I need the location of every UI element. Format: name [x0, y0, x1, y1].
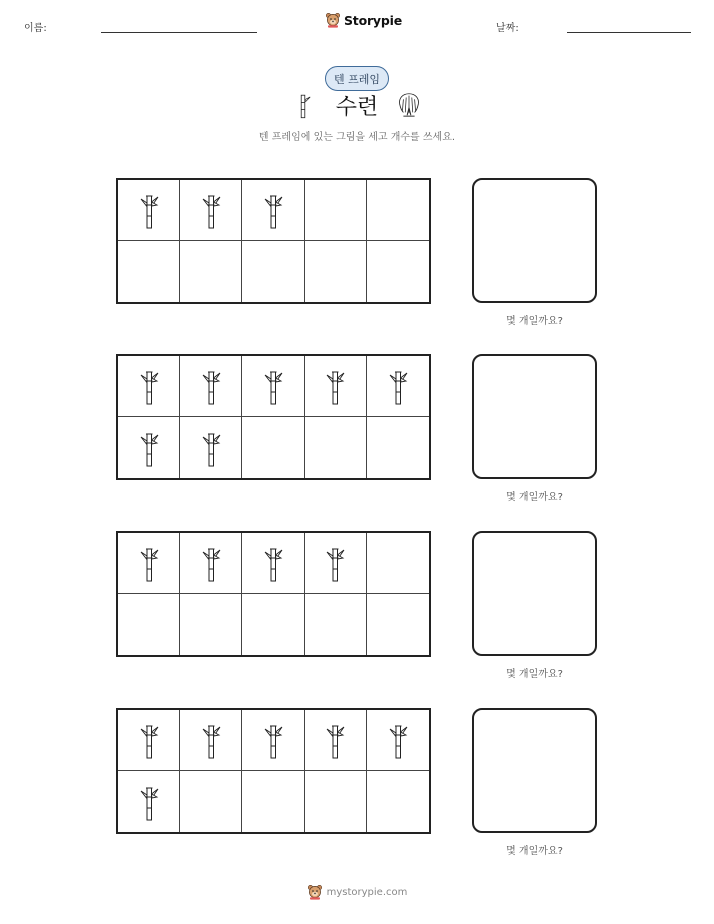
footer — [0, 884, 714, 900]
date-label: 날짜: — [496, 23, 519, 34]
frame-cell — [180, 356, 242, 417]
topic-badge: 텐 프레임 — [325, 66, 389, 91]
bamboo-icon — [138, 720, 160, 760]
date-line[interactable] — [567, 32, 691, 33]
page-title: 수련 — [335, 95, 379, 120]
frame-cell — [305, 771, 367, 832]
frame-cell — [305, 533, 367, 594]
bamboo-icon — [200, 428, 222, 468]
bamboo-icon — [200, 720, 222, 760]
bamboo-icon — [200, 543, 222, 583]
frame-cell — [305, 710, 367, 771]
bamboo-icon — [138, 782, 160, 822]
bamboo-icon — [324, 720, 346, 760]
instructions: 텐 프레임에 있는 그림을 세고 개수를 쓰세요. — [258, 132, 456, 143]
frame-cell — [180, 710, 242, 771]
answer-box-3[interactable] — [472, 531, 597, 656]
frame-cell — [367, 356, 429, 417]
ten-frame-4 — [116, 708, 431, 834]
ten-frame-1 — [116, 178, 431, 304]
frame-cell — [305, 356, 367, 417]
ten-frame-2 — [116, 354, 431, 480]
frame-cell — [118, 594, 180, 655]
bamboo-icon — [262, 543, 284, 583]
frame-cell — [305, 241, 367, 302]
frame-cell — [367, 533, 429, 594]
frame-cell — [180, 180, 242, 241]
frame-cell — [118, 241, 180, 302]
frame-cell — [242, 594, 304, 655]
frame-cell — [242, 356, 304, 417]
bear-mascot-icon — [307, 884, 323, 900]
frame-cell — [367, 241, 429, 302]
bamboo-icon — [324, 366, 346, 406]
bamboo-icon — [262, 720, 284, 760]
question-2: 몇 개일까요? — [506, 492, 563, 503]
frame-cell — [180, 594, 242, 655]
willow-tree-icon — [395, 90, 423, 118]
bamboo-icon — [138, 190, 160, 230]
footer-url[interactable]: mystorypie.com — [326, 886, 408, 898]
name-label: 이름: — [24, 23, 47, 34]
answer-box-1[interactable] — [472, 178, 597, 303]
frame-cell — [242, 417, 304, 478]
frame-cell — [118, 533, 180, 594]
frame-cell — [367, 710, 429, 771]
ten-frame-3 — [116, 531, 431, 657]
bamboo-icon — [324, 543, 346, 583]
frame-cell — [367, 771, 429, 832]
bamboo-icon — [138, 543, 160, 583]
frame-cell — [367, 417, 429, 478]
question-1: 몇 개일까요? — [506, 316, 563, 327]
frame-cell — [118, 180, 180, 241]
bamboo-icon — [262, 190, 284, 230]
answer-box-2[interactable] — [472, 354, 597, 479]
question-3: 몇 개일까요? — [506, 669, 563, 680]
frame-cell — [118, 710, 180, 771]
frame-cell — [367, 594, 429, 655]
frame-cell — [180, 533, 242, 594]
bear-mascot-icon — [325, 12, 341, 28]
frame-cell — [367, 180, 429, 241]
frame-cell — [305, 180, 367, 241]
frame-cell — [180, 417, 242, 478]
frame-cell — [180, 241, 242, 302]
frame-cell — [118, 771, 180, 832]
frame-cell — [242, 180, 304, 241]
bamboo-icon — [387, 720, 409, 760]
frame-cell — [242, 771, 304, 832]
frame-cell — [242, 241, 304, 302]
frame-cell — [180, 771, 242, 832]
frame-cell — [242, 533, 304, 594]
bamboo-icon — [200, 366, 222, 406]
frame-cell — [242, 710, 304, 771]
question-4: 몇 개일까요? — [506, 846, 563, 857]
brand-logo — [325, 12, 402, 28]
name-line[interactable] — [101, 32, 257, 33]
answer-box-4[interactable] — [472, 708, 597, 833]
frame-cell — [118, 417, 180, 478]
bamboo-icon — [262, 366, 284, 406]
bamboo-icon — [200, 190, 222, 230]
frame-cell — [305, 594, 367, 655]
bamboo-icon — [138, 366, 160, 406]
bamboo-icon — [138, 428, 160, 468]
brand-name: Storypie — [344, 12, 402, 28]
bamboo-icon — [387, 366, 409, 406]
frame-cell — [305, 417, 367, 478]
frame-cell — [118, 356, 180, 417]
